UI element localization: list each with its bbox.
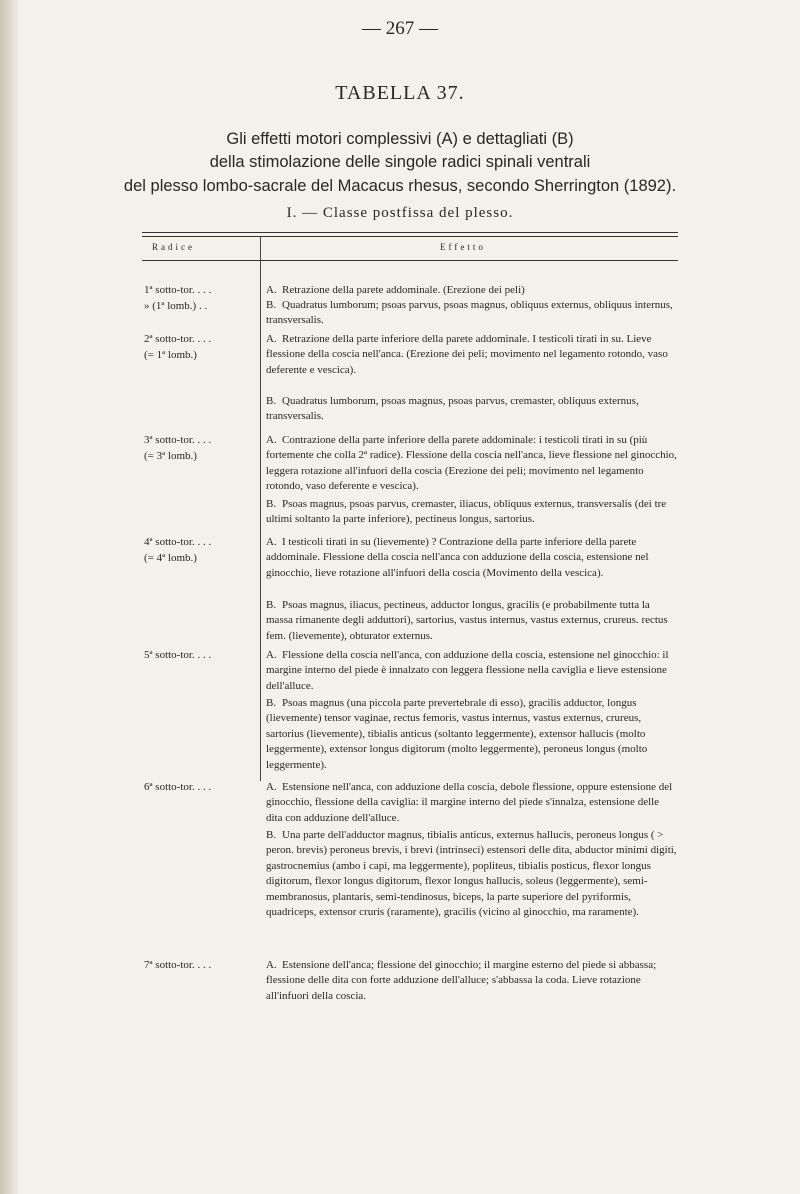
row-1-radice: 1ª sotto-tor. . . . » (1ª lomb.) . .	[144, 284, 212, 312]
entry-text: Psoas magnus, iliacus, pectineus, adductor longus, gracilis (e probabilmente tutta la massa rimanente degli adduttori), sartorius, vastus internus, vastus externus, crureus. rectus fem. (lievemente), obturator externus.	[266, 599, 668, 642]
entry-letter: A.	[266, 333, 277, 345]
entry-letter: B.	[266, 299, 277, 311]
table-top-rule-inner	[142, 236, 678, 237]
header-effetto: Effetto	[440, 242, 486, 252]
row-2-entry-a	[266, 332, 678, 378]
entry-text: Retrazione della parte inferiore della parete addominale. I testicoli tirati in su. Lieve flessione della coscia nell'anca. (Erezione dei peli; movimento nel legamento rotondo, vaso deferente e vescica).	[266, 333, 668, 376]
entry-text: Contrazione della parte inferiore della parete addominale: i testicoli tirati in su (più fortemente che colla 2ª radice). Flessione della coscia nell'anca, lieve flessione nel ginocchio, leggera rotazione all'infuori della coscia (Erezione dei peli; movimento nel legamento rotondo, vaso deferente e vescica).	[266, 434, 677, 493]
row-4-entry-b	[266, 598, 678, 644]
row-6-entry-a	[266, 780, 678, 826]
entry-letter: A.	[266, 649, 277, 661]
subtitle-line-2: della stimolazione delle singole radici spinali ventrali	[209, 153, 591, 171]
row-3-entry-b	[266, 497, 678, 528]
row-2-entry-b	[266, 394, 678, 425]
subtitle-line-3: del plesso lombo-sacrale del Macacus rhesus, secondo Sherrington (1892).	[123, 177, 677, 195]
table-top-rule	[142, 232, 678, 233]
row-5-entry-b	[266, 696, 678, 773]
entry-text: Estensione nell'anca, con adduzione della coscia, debole flessione, oppure estensione del ginocchio, flessione della caviglia: il margine interno del piede s'innalza, estensione delle dita con adduzione dell'alluce.	[266, 781, 673, 824]
entry-letter: A.	[266, 781, 277, 793]
header-radice: Radice	[152, 242, 195, 252]
entry-text: Quadratus lumborum, psoas magnus, psoas parvus, cremaster, obliquus externus, transversalis.	[266, 395, 639, 423]
entry-letter: B.	[266, 395, 277, 407]
row-6-radice: 6ª sotto-tor. . . .	[144, 781, 212, 793]
entry-letter: B.	[266, 498, 277, 510]
entry-text: I testicoli tirati in su (lievemente) ? Contrazione della parte inferiore della parete addominale. Flessione della coscia nell'anca con adduzione della coscia, estensione nel ginocchio, lieve rotazione all'infuori della coscia (Movimento della vescica).	[266, 536, 649, 579]
row-6-entry-b	[266, 828, 678, 920]
entry-text: Estensione dell'anca; flessione del ginocchio; il margine esterno del piede si abbassa; flessione delle dita con forte adduzione dell'alluce; s'abbassa la coda. Lieve rotazione all'infuori della coscia.	[266, 959, 657, 1002]
subtitle-line-1: Gli effetti motori complessivi (A) e dettagliati (B)	[226, 130, 574, 148]
entry-letter: A.	[266, 959, 277, 971]
entry-text: Quadratus lumborum; psoas parvus, psoas magnus, obliquus externus, obliquus internus, transversalis.	[266, 299, 673, 327]
entry-text: Psoas magnus (una piccola parte prevertebrale di esso), gracilis adductor, longus (lievemente) tensor vaginae, rectus femoris, vastus internus, vastus externus, crureus, sartorius (lievemente), tibialis anticus (soltanto leggermente), extensor hallucis (molto leggermente), extensor longus digitorum (molto leggermente), peroneus longus (molto leggermente).	[266, 697, 648, 771]
row-2-radice: 2ª sotto-tor. . . . (= 1ª lomb.)	[144, 333, 212, 361]
entry-letter: B.	[266, 599, 277, 611]
row-1-entry-b	[266, 298, 678, 329]
row-3-entry-a	[266, 433, 678, 495]
row-4-radice: 4ª sotto-tor. . . . (= 4ª lomb.)	[144, 536, 212, 564]
row-1-entry-a	[266, 283, 678, 298]
table-title: TABELLA 37.	[335, 82, 465, 104]
header-bottom-rule	[142, 260, 678, 261]
row-4-entry-a	[266, 535, 678, 581]
section-heading: I. — Classe postfissa del plesso.	[286, 205, 514, 221]
entry-text: Psoas magnus, psoas parvus, cremaster, iliacus, obliquus externus, transversalis (dei tre ultimi soltanto la parte inferiore), pectineus longus, sartorius.	[266, 498, 667, 526]
entry-letter: A.	[266, 536, 277, 548]
entry-text: Retrazione della parete addominale. (Erezione dei peli)	[282, 284, 525, 296]
entry-text: Flessione della coscia nell'anca, con adduzione della coscia, estensione nel ginocchio: il margine interno del piede è innalzato con leggera flessione nella caviglia e lieve estensione dell'alluce.	[266, 649, 669, 692]
row-5-entry-a	[266, 648, 678, 694]
entry-letter: A.	[266, 284, 277, 296]
entry-letter: B.	[266, 697, 277, 709]
row-7-entry-a	[266, 958, 678, 1004]
entry-text: Una parte dell'adductor magnus, tibialis anticus, externus hallucis, peroneus longus ( > peron. brevis) peroneus brevis, i brevi (intrinseci) estensori delle dita, abductor minimi digiti, gastrocnemius (ambo i capi, ma leggermente), popliteus, tibialis posticus, flexor longus digitorum, flexor longus digitorum, flexor longus hallucis, soleus (leggermente), semi-membranosus, plantaris, semi-tendinosus, biceps, la parte superiore del pyriformis, quadriceps, extensor cruris (raramente), gracilis (vicino al ginocchio, ma raramente).	[266, 829, 677, 919]
entry-letter: B.	[266, 829, 277, 841]
column-divider	[260, 236, 261, 781]
row-7-radice: 7ª sotto-tor. . . .	[144, 959, 212, 971]
row-3-radice: 3ª sotto-tor. . . . (= 3ª lomb.)	[144, 434, 212, 462]
entry-letter: A.	[266, 434, 277, 446]
row-5-radice: 5ª sotto-tor. . . .	[144, 649, 212, 661]
page-number: — 267 —	[362, 18, 438, 39]
